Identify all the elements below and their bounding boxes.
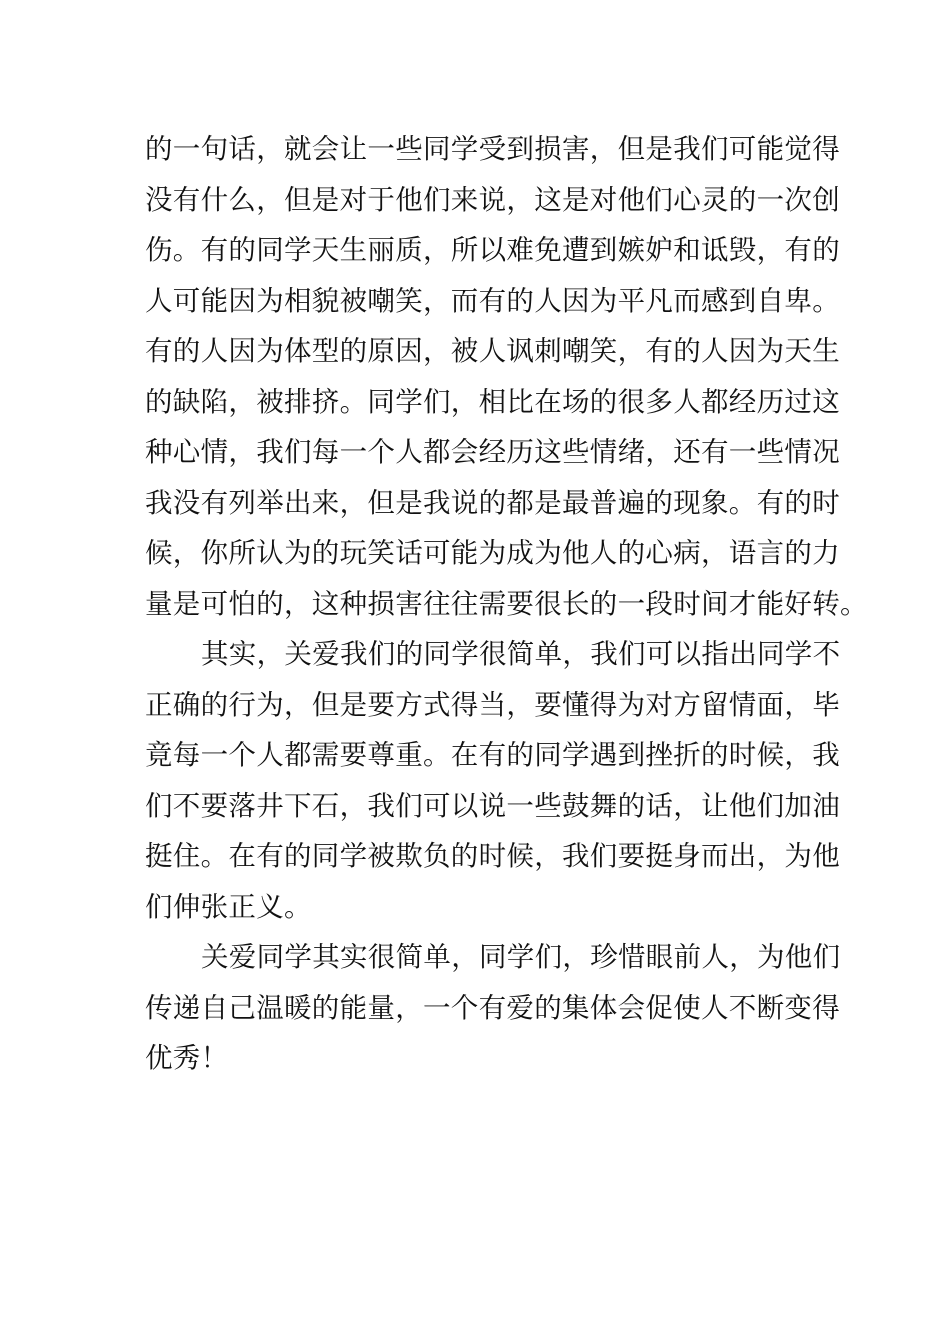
paragraph-line: 正确的行为，但是要方式得当，要懂得为对方留情面，毕: [145, 688, 840, 721]
paragraph-line: 没有什么，但是对于他们来说，这是对他们心灵的一次创: [145, 183, 840, 216]
paragraph-line-text: 其实，关爱我们的同学很简单，我们可以指出同学不: [201, 638, 841, 670]
paragraph-first-line: [145, 932, 841, 983]
paragraph-line: 伤。有的同学天生丽质，所以难免遭到嫉妒和诋毁，有的: [145, 234, 840, 266]
paragraph-line: 优秀！: [145, 1042, 229, 1074]
paragraph-line-text: 关爱同学其实很简单，同学们，珍惜眼前人，为他们: [201, 941, 841, 973]
paragraph-3: [145, 932, 841, 1084]
paragraph-line: 传递自己温暖的能量，一个有爱的集体会促使人不断变得: [145, 991, 840, 1024]
paragraph-line: 竟每一个人都需要尊重。在有的同学遇到挫折的时候，我: [145, 739, 840, 771]
paragraph-2: [145, 629, 841, 932]
paragraph-line: 挺住。在有的同学被欺负的时候，我们要挺身而出，为他: [145, 840, 840, 872]
paragraph-line: 的缺陷，被排挤。同学们，相比在场的很多人都经历过这: [145, 385, 840, 418]
paragraph-line: 我没有列举出来，但是我说的都是最普遍的现象。有的时: [145, 486, 840, 519]
paragraph-line: 候，你所认为的玩笑话可能为成为他人的心病，语言的力: [145, 537, 840, 569]
paragraph-first-line: [145, 629, 841, 680]
document-body: [145, 124, 868, 1084]
paragraph-line: 们不要落井下石，我们可以说一些鼓舞的话，让他们加油: [145, 789, 840, 822]
paragraph-line: 量是可怕的，这种损害往往需要很长的一段时间才能好转。: [145, 587, 868, 620]
paragraph-line: 们伸张正义。: [145, 890, 312, 923]
paragraph-line: 的一句话，就会让一些同学受到损害，但是我们可能觉得: [145, 133, 840, 165]
paragraph-line: 种心情，我们每一个人都会经历这些情绪，还有一些情况: [145, 436, 840, 468]
paragraph-line: 有的人因为体型的原因，被人讽刺嘲笑，有的人因为天生: [145, 335, 840, 367]
paragraph-1: [145, 124, 868, 629]
paragraph-line: 人可能因为相貌被嘲笑，而有的人因为平凡而感到自卑。: [145, 284, 840, 317]
